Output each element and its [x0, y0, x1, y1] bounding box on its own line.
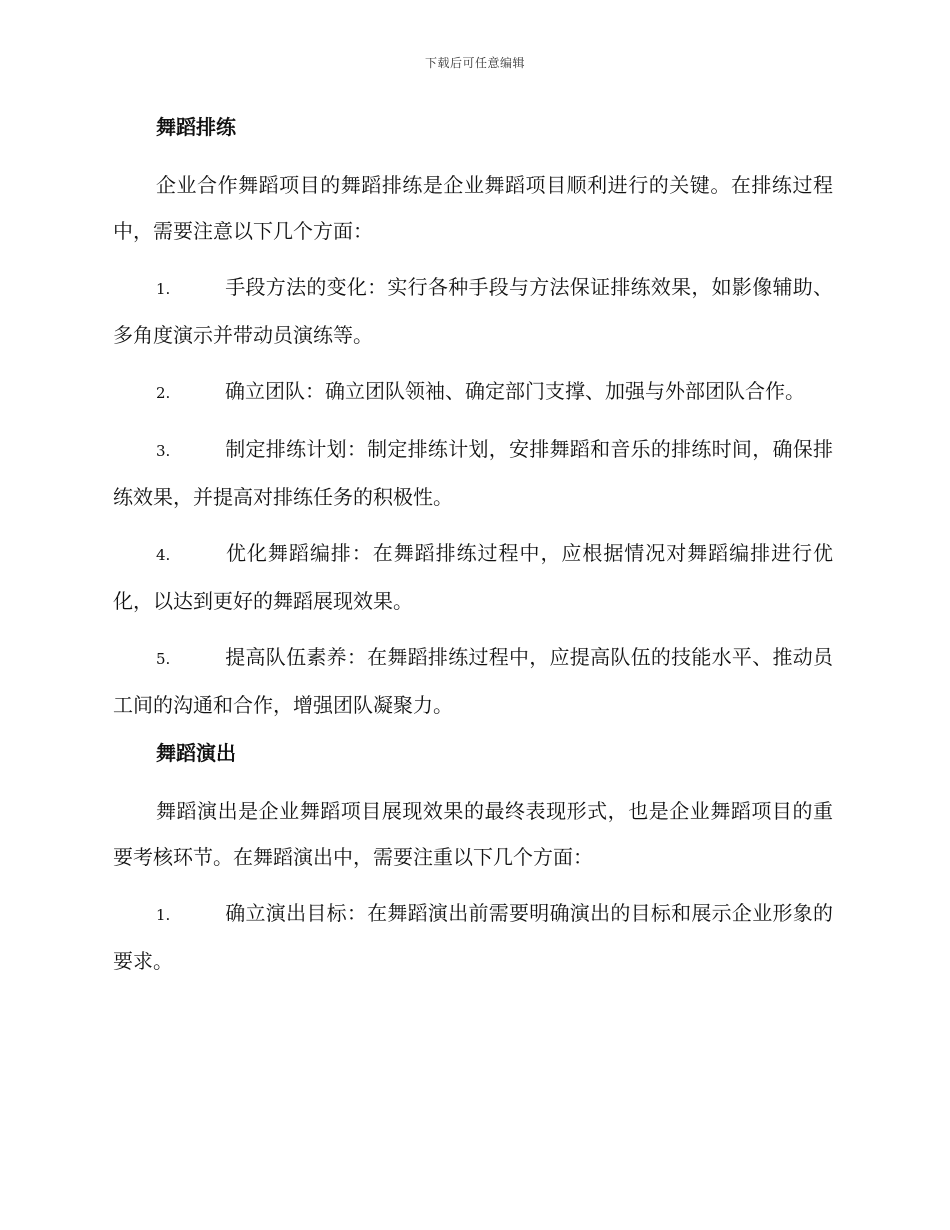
list-text: 确立演出目标：在舞蹈演出前需要明确演出的目标和展示企业形象的要求。: [113, 901, 833, 973]
list-number: 5.: [156, 650, 171, 668]
list-number: 1.: [156, 280, 171, 298]
list-text: 确立团队：确立团队领袖、确定部门支撑、加强与外部团队合作。: [225, 379, 805, 403]
list-item: [113, 890, 833, 984]
list-item: [113, 426, 833, 520]
section-intro-rehearsal: 企业合作舞蹈项目的舞蹈排练是企业舞蹈项目顺利进行的关键。在排练过程中，需要注意以下几个方面：: [113, 173, 833, 243]
section-heading-rehearsal: 舞蹈排练: [156, 115, 236, 139]
document-body: [113, 112, 833, 994]
section-heading-performance: 舞蹈演出: [156, 741, 236, 765]
list-text: 优化舞蹈编排：在舞蹈排练过程中，应根据情况对舞蹈编排进行优化，以达到更好的舞蹈展现效果。: [113, 541, 833, 613]
list-item: [113, 368, 833, 416]
list-text: 手段方法的变化：实行各种手段与方法保证排练效果，如影像辅助、多角度演示并带动员演练等。: [113, 275, 833, 347]
list-text: 制定排练计划：制定排练计划，安排舞蹈和音乐的排练时间，确保排练效果，并提高对排练任务的积极性。: [113, 437, 833, 509]
page-header: 下载后可任意编辑: [424, 56, 525, 70]
list-number: 3.: [156, 442, 171, 460]
section-intro-performance: 舞蹈演出是企业舞蹈项目展现效果的最终表现形式，也是企业舞蹈项目的重要考核环节。在舞蹈演出中，需要注重以下几个方面：: [113, 799, 833, 869]
list-item: [113, 634, 833, 728]
list-text: 提高队伍素养：在舞蹈排练过程中，应提高队伍的技能水平、推动员工间的沟通和合作，增强团队凝聚力。: [113, 645, 833, 717]
list-number: 4.: [156, 546, 171, 564]
list-number: 1.: [156, 906, 171, 924]
list-item: [113, 530, 833, 624]
list-number: 2.: [156, 384, 171, 402]
list-item: [113, 264, 833, 358]
